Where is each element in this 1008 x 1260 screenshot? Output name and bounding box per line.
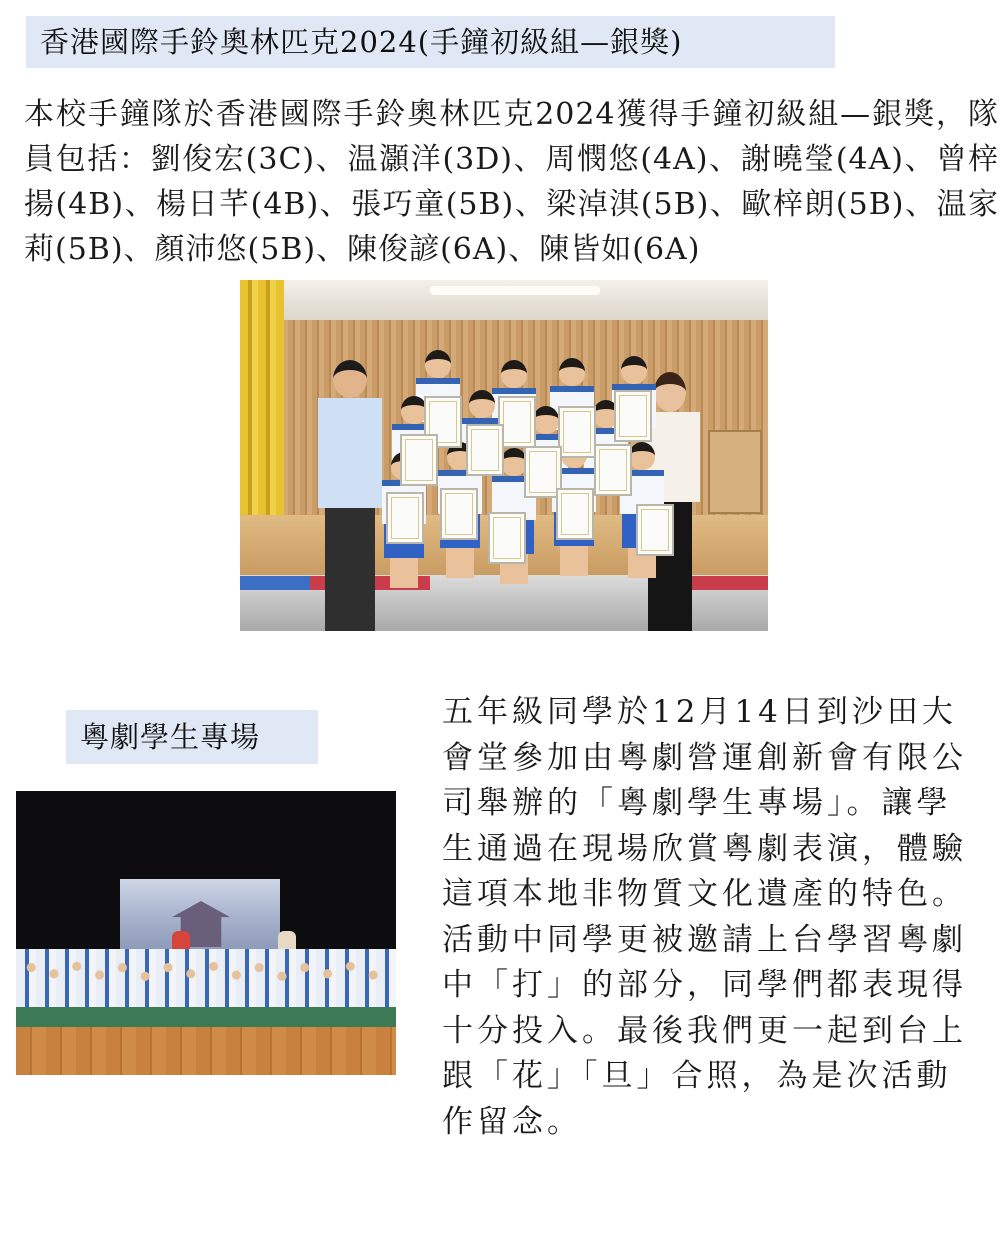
- certificate: [556, 488, 594, 540]
- certificate: [386, 492, 424, 544]
- teacher-figure: [318, 360, 382, 631]
- section-title-handbell: 香港國際手鈴奧林匹克2024(手鐘初級組—銀獎): [26, 16, 835, 68]
- cantonese-opera-photo: [16, 791, 396, 1075]
- cantonese-opera-description: 五年級同學於12月14日到沙田大會堂參加由粵劇營運創新會有限公司舉辦的「粵劇學生專場」。讓學生通過在現場欣賞粵劇表演，體驗這項本地非物質文化遺產的特色。活動中同學更被邀請上台學習粵劇中「打」的部分，同學們都表現得十分投入。最後我們更一起到台上跟「花」「旦」合照，為是次活動作留念。: [442, 694, 967, 1140]
- floor-mat-red: [690, 576, 768, 590]
- stage-floor-green: [16, 1007, 396, 1029]
- ceiling-light: [430, 286, 600, 295]
- certificate: [466, 424, 504, 476]
- stage-backdrop-screen: [120, 879, 280, 957]
- certificate: [558, 406, 596, 458]
- handbell-description: 本校手鐘隊於香港國際手鈴奧林匹克2024獲得手鐘初級組—銀獎，隊員包括：劉俊宏(3C)、温灝洋(3D)、周憫悠(4A)、謝曉瑩(4A)、曾梓揚(4B)、楊日芊(4B)、張巧童(5B)、梁淖淇(5B)、歐梓朗(5B)、温家莉(5B)、顏沛悠(5B)、陳俊諺(6A)、陳皆如(6A): [24, 97, 999, 267]
- lectern: [708, 430, 762, 514]
- section-title-cantonese-opera: 粵劇學生專場: [66, 710, 318, 764]
- certificate: [636, 504, 674, 556]
- certificate: [400, 434, 438, 486]
- floor-mat-blue: [240, 576, 310, 590]
- certificate: [440, 488, 478, 540]
- student-group: [16, 949, 396, 1011]
- certificate: [594, 444, 632, 496]
- handbell-team-photo: [240, 280, 768, 631]
- certificate: [614, 390, 652, 442]
- stage-floor-wood: [16, 1027, 396, 1075]
- certificate: [488, 512, 526, 564]
